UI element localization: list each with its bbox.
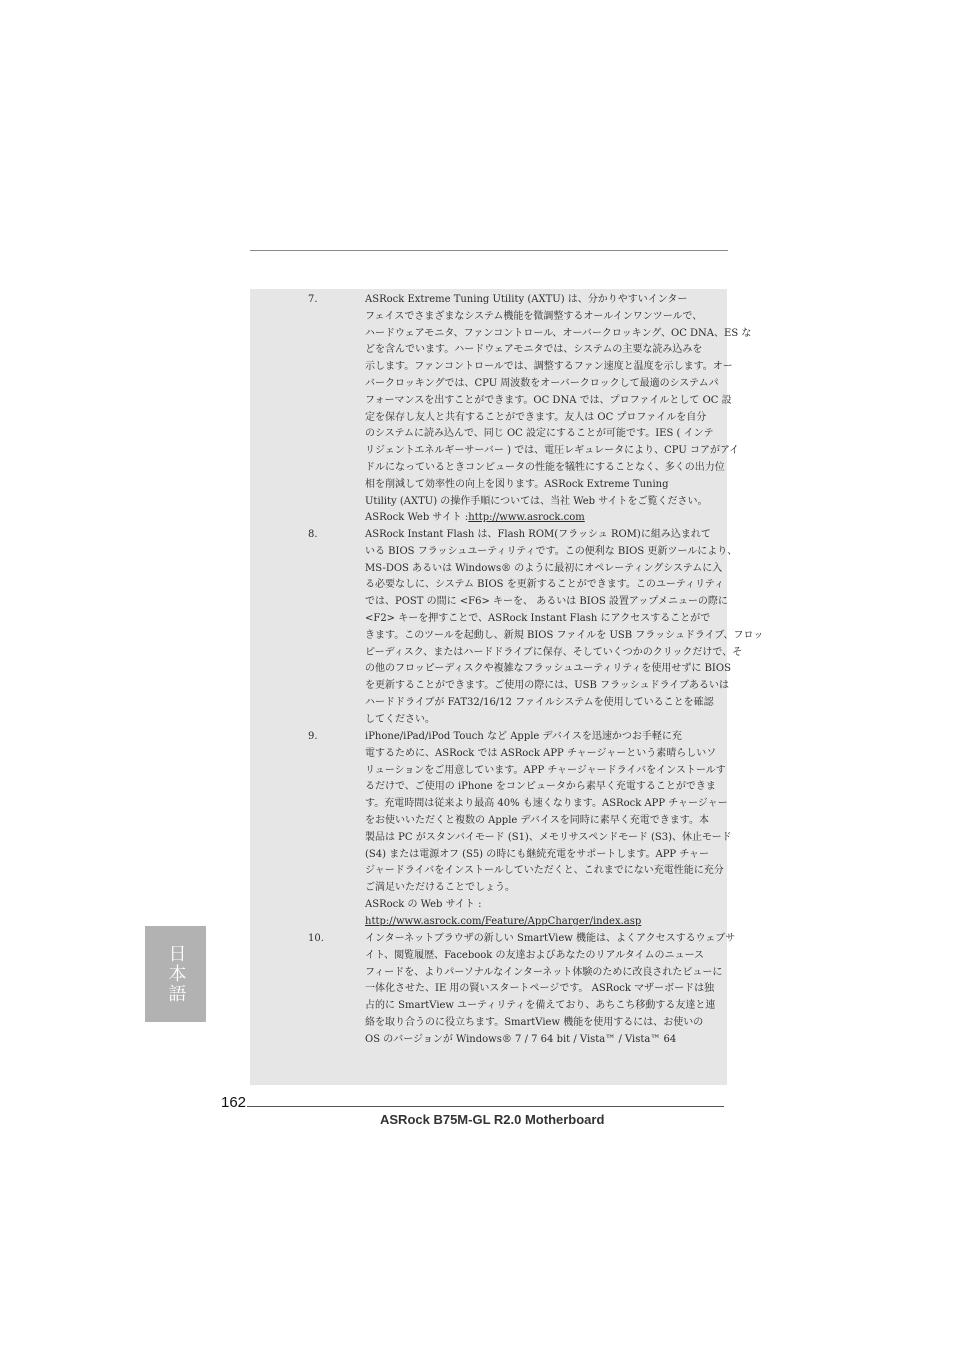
item-7-line: フェイスでさまざまなシステム機能を微調整するオールインワンツールで、 [365, 310, 703, 322]
item-10-line: イト、閲覧履歴、Facebook の友達およびあなたのリアルタイムのニュース [365, 949, 705, 961]
item-10-body [365, 931, 736, 1049]
item-10-line: 一体化させた、IE 用の賢いスタートページです。 ASRock マザーボードは独 [365, 983, 715, 995]
item-8-line: を更新することができます。ご使用の際には、USB フラッシュドライブあるいは [365, 680, 730, 692]
item-10-line: インターネットブラウザの新しい SmartView 機能は、よくアクセスするウェブサ [365, 933, 736, 944]
app-charger-link-label: ASRock の Web サイト : [365, 898, 482, 910]
page-number: 162 [221, 1094, 247, 1111]
item-8-body [365, 527, 764, 729]
item-number-7: 7. [308, 294, 318, 305]
item-9-line: iPhone/iPad/iPod Touch など Apple デバイスを迅速かつお手軽に充 [365, 731, 682, 742]
item-8-line: ピーディスク、またはハードドライブに保存、そしていくつかのクリックだけで、そ [365, 646, 743, 658]
item-7-line: バークロッキングでは、CPU 周波数をオーバークロックして最適のシステムパ [365, 377, 719, 389]
item-9-line: ご満足いただけることでしょう。 [365, 882, 515, 894]
item-7-line: リジェントエネルギーサーバー ) では、電圧レギュレータにより、CPU コアがアイ [365, 445, 740, 457]
item-7-line: 定を保存し友人と共有することができます。友人は OC プロファイルを自分 [365, 411, 707, 423]
item-7-line: Utility (AXTU) の操作手順については、当社 Web サイトをご覧ください。 [365, 495, 708, 507]
item-10-line: フィードを、よりパーソナルなインターネット体験のために改良されたビューに [365, 966, 723, 978]
item-9-line: ジャードライバをインストールしていただくと、これまでにない充電性能に充分 [365, 865, 724, 877]
item-9-line: リューションをご用意しています。APP チャージャードライバをインストールす [365, 764, 726, 776]
item-9-line: (S4) または電源オフ (S5) の時にも継続充電をサポートします。APP チャー [365, 848, 710, 860]
item-7-line: 相を削減して効率性の向上を図ります。ASRock Extreme Tuning [365, 478, 669, 490]
language-tab [145, 926, 206, 1022]
item-8-line: ハードドライブが FAT32/16/12 ファイルシステムを使用していることを確認 [365, 696, 714, 708]
item-7-line: のシステムに読み込んで、同じ OC 設定にすることが可能です。IES ( インテ [365, 428, 714, 440]
item-9-line: す。充電時間は従来より最高 40% も速くなります。ASRock APP チャージャー [365, 798, 728, 810]
app-charger-link[interactable]: http://www.asrock.com/Feature/AppCharger/index.asp [365, 915, 642, 927]
item-8-line: きます。このツールを起動し、新規 BIOS ファイルを USB フラッシュドライブ、フロッ [365, 629, 764, 641]
item-9-line: をお使いいただくと複数の Apple デバイスを同時に素早く充電できます。本 [365, 814, 709, 826]
item-8-line: では、POST の間に <F6> キーを、 あるいは BIOS 設置アップメニューの際に [365, 596, 728, 608]
item-number-8: 8. [308, 529, 318, 540]
item-7-link-line [365, 510, 727, 527]
item-number-9: 9. [308, 731, 318, 742]
item-7-line: どを含んでいます。ハードウェアモニタでは、システムの主要な読み込みを [365, 344, 703, 356]
item-8-line: MS-DOS あるいは Windows® のように最初にオペレーティングシステムに入 [365, 562, 723, 574]
item-8-line: る必要なしに、システム BIOS を更新することができます。このユーティリティ [365, 579, 725, 591]
asrock-website-link[interactable]: http://www.asrock.com [468, 512, 585, 524]
top-rule [250, 250, 728, 251]
link-label: ASRock Web サイト : [365, 512, 469, 524]
item-10-line: 絡を取り合うのに役立ちます。SmartView 機能を使用するには、お使いの [365, 1016, 704, 1028]
bottom-rule [247, 1106, 724, 1107]
item-7-line: ASRock Extreme Tuning Utility (AXTU) は、分かりやすいインター [365, 294, 688, 305]
item-8-line: の他のフロッピーディスクや複雑なフラッシュユーティリティを使用せずに BIOS [365, 663, 731, 675]
item-9-line: 電するために、ASRock では ASRock APP チャージャーという素晴らしいソ [365, 747, 717, 759]
item-8-line: <F2> キーを押すことで、ASRock Instant Flash にアクセスすることがで [365, 612, 711, 624]
item-8-line: ASRock Instant Flash は、Flash ROM(フラッシュ ROM)に組み込まれて [365, 529, 711, 540]
item-number-10: 10. [308, 933, 324, 944]
item-10-line: OS のバージョンが Windows® 7 / 7 64 bit / Vista™ / Vista™ 64 [365, 1033, 677, 1045]
language-tab-label: 日本語 [165, 944, 187, 1004]
item-7-body [365, 292, 752, 527]
item-9-line: 製品は PC がスタンバイモード (S1)、メモリサスペンドモード (S3)、休止モード [365, 831, 732, 843]
footer-title: ASRock B75M-GL R2.0 Motherboard [380, 1112, 605, 1127]
item-8-line: してください。 [365, 713, 435, 725]
item-9-line: るだけで、ご使用の iPhone をコンピュータから素早く充電することができま [365, 781, 716, 793]
item-7-line: ドルになっているときコンピュータの性能を犠牲にすることなく、多くの出力位 [365, 461, 725, 473]
item-7-line: ハードウェアモニタ、ファンコントロール、オーバークロッキング、OC DNA、ES な [365, 327, 752, 339]
item-8-line: いる BIOS フラッシュユーティリティです。この便利な BIOS 更新ツールにより、 [365, 545, 738, 557]
item-10-line: 占的に SmartView ユーティリティを備えており、あちこち移動する友達と連 [365, 1000, 716, 1012]
item-7-line: フォーマンスを出すことができます。OC DNA では、プロファイルとして OC 設 [365, 394, 732, 406]
item-9-body [365, 729, 732, 931]
item-7-line: 示します。ファンコントロールでは、調整するファン速度と温度を示します。オー [365, 361, 733, 373]
